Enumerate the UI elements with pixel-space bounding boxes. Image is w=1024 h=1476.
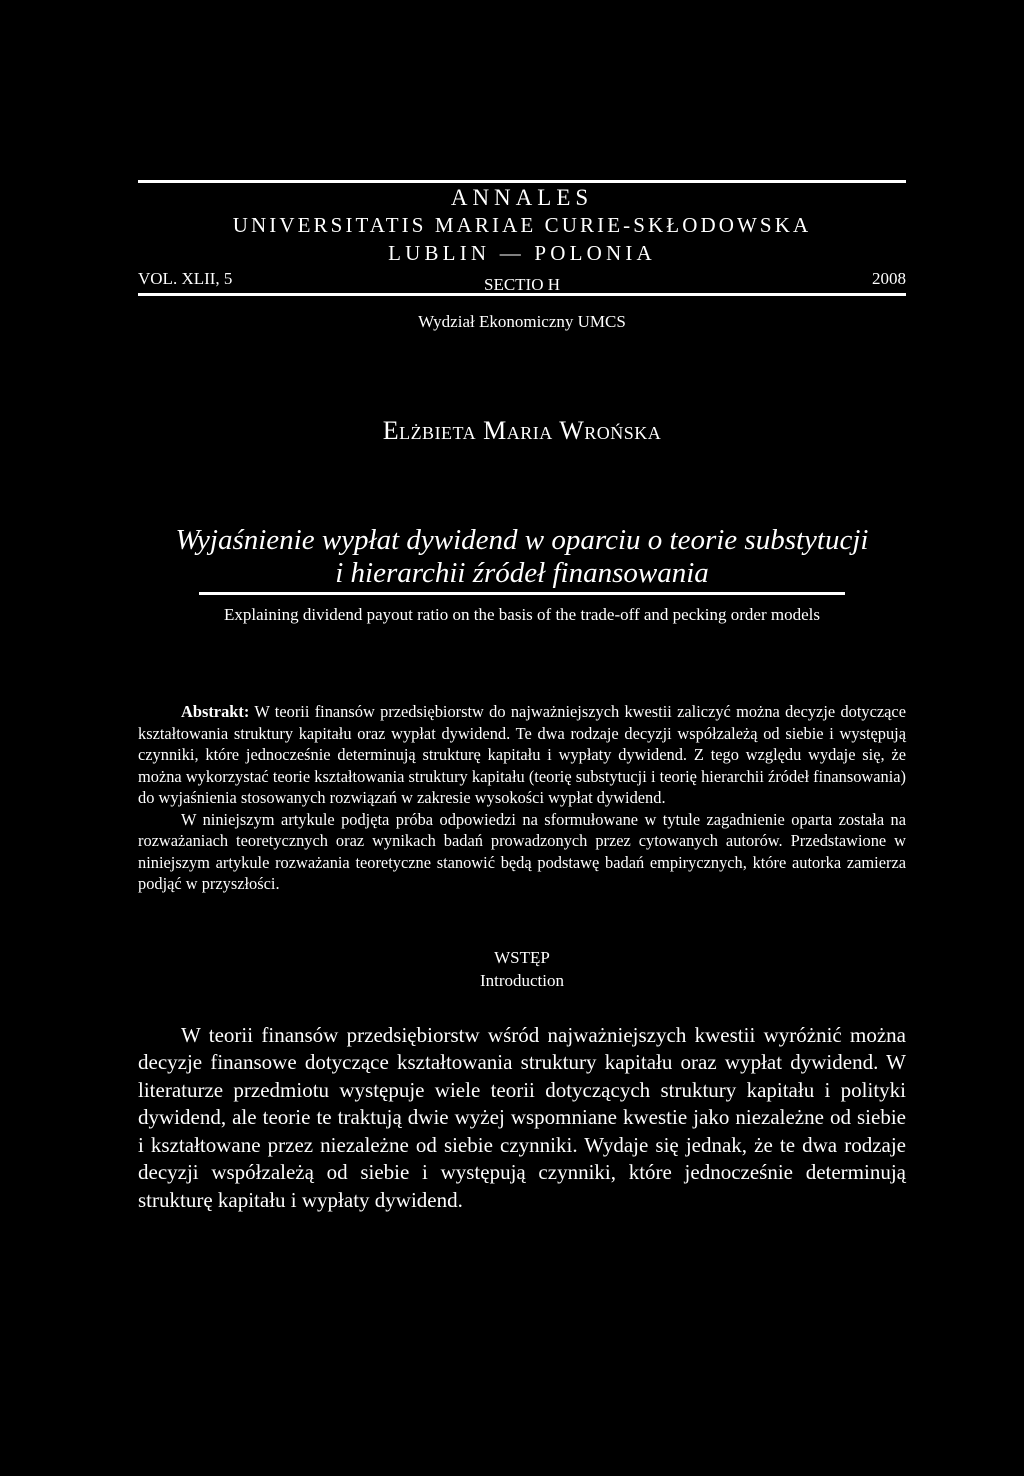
section-heading-en: Introduction: [479, 970, 565, 990]
city-line: LUBLIN — POLONIA: [388, 241, 656, 265]
faculty-name: Wydział Ekonomiczny UMCS: [418, 312, 626, 331]
abstract-text-1: W teorii finansów przedsiębiorstw do najważniejszych kwestii zaliczyć można decyzje dotyczące kształtowania struktury kapitału oraz wypłat dywidend. Te dwa rodzaje decyzji współzależą od siebie i występują czynniki, które jednocześnie determinują strukturę kapitału i wypłaty dywidend. Z tego względu wydaje się, że można wykorzystać teorie kształtowania struktury kapitału (teorię substytucji i teorię hierarchii źródeł finansowania) do wyjaśnienia stosowanych rozwiązań w zakresie wysokości wypłat dywidend.: [138, 702, 906, 807]
section-heading: [138, 946, 906, 992]
abstract-label: Abstrakt:: [181, 702, 250, 721]
journal-page: [138, 180, 906, 1214]
article-title: [138, 524, 906, 590]
header-top-rule: [138, 180, 906, 183]
title-underline: [199, 592, 845, 595]
title-line-2: i hierarchii źródeł finansowania: [335, 557, 709, 589]
section-label: SECTIO H: [483, 275, 561, 294]
publication-year: 2008: [872, 269, 906, 288]
section-heading-pl: WSTĘP: [494, 947, 550, 967]
author-name: Elżbieta Maria Wrońska: [382, 416, 662, 445]
volume-row: [138, 269, 906, 294]
abstract-paragraph-2: W niniejszym artykule podjęta próba odpowiedzi na sformułowane w tytule zagadnienie oparta została na rozważaniach teoretycznych oraz wynikach badań prowadzonych przez cytowanych autorów. Przedstawione w niniejszym artykule rozważania teoretyczne stanowić będą podstawę badań empirycznych, które autorka zamierza podjąć w przyszłości.: [138, 809, 906, 893]
title-line-1: Wyjaśnienie wypłat dywidend w oparciu o teorie substytucji: [175, 524, 869, 556]
abstract-paragraph-1: [138, 701, 906, 809]
abstract: [138, 701, 906, 895]
university-name: UNIVERSITATIS MARIAE CURIE-SKŁODOWSKA: [232, 213, 812, 237]
volume-number: VOL. XLII, 5: [138, 269, 233, 288]
english-title: Explaining dividend payout ratio on the basis of the trade-off and pecking order models: [224, 605, 820, 624]
body-paragraph-1: W teorii finansów przedsiębiorstw wśród najważniejszych kwestii wyróżnić można decyzje finansowe dotyczące kształtowania struktury kapitału oraz wypłat dywidend. W literaturze przedmiotu występuje wiele teorii dotyczących struktury kapitału i polityki dywidend, ale teorie te traktują dwie wyżej wspomniane kwestie jako niezależne od siebie i kształtowane przez niezależne od siebie czynniki. Wydaje się jednak, że te dwa rodzaje decyzji współzależą od siebie i występują czynniki, które jednocześnie determinują strukturę kapitału i wypłaty dywidend.: [138, 1022, 906, 1212]
body-text: [138, 1022, 906, 1215]
journal-name: ANNALES: [450, 185, 594, 210]
